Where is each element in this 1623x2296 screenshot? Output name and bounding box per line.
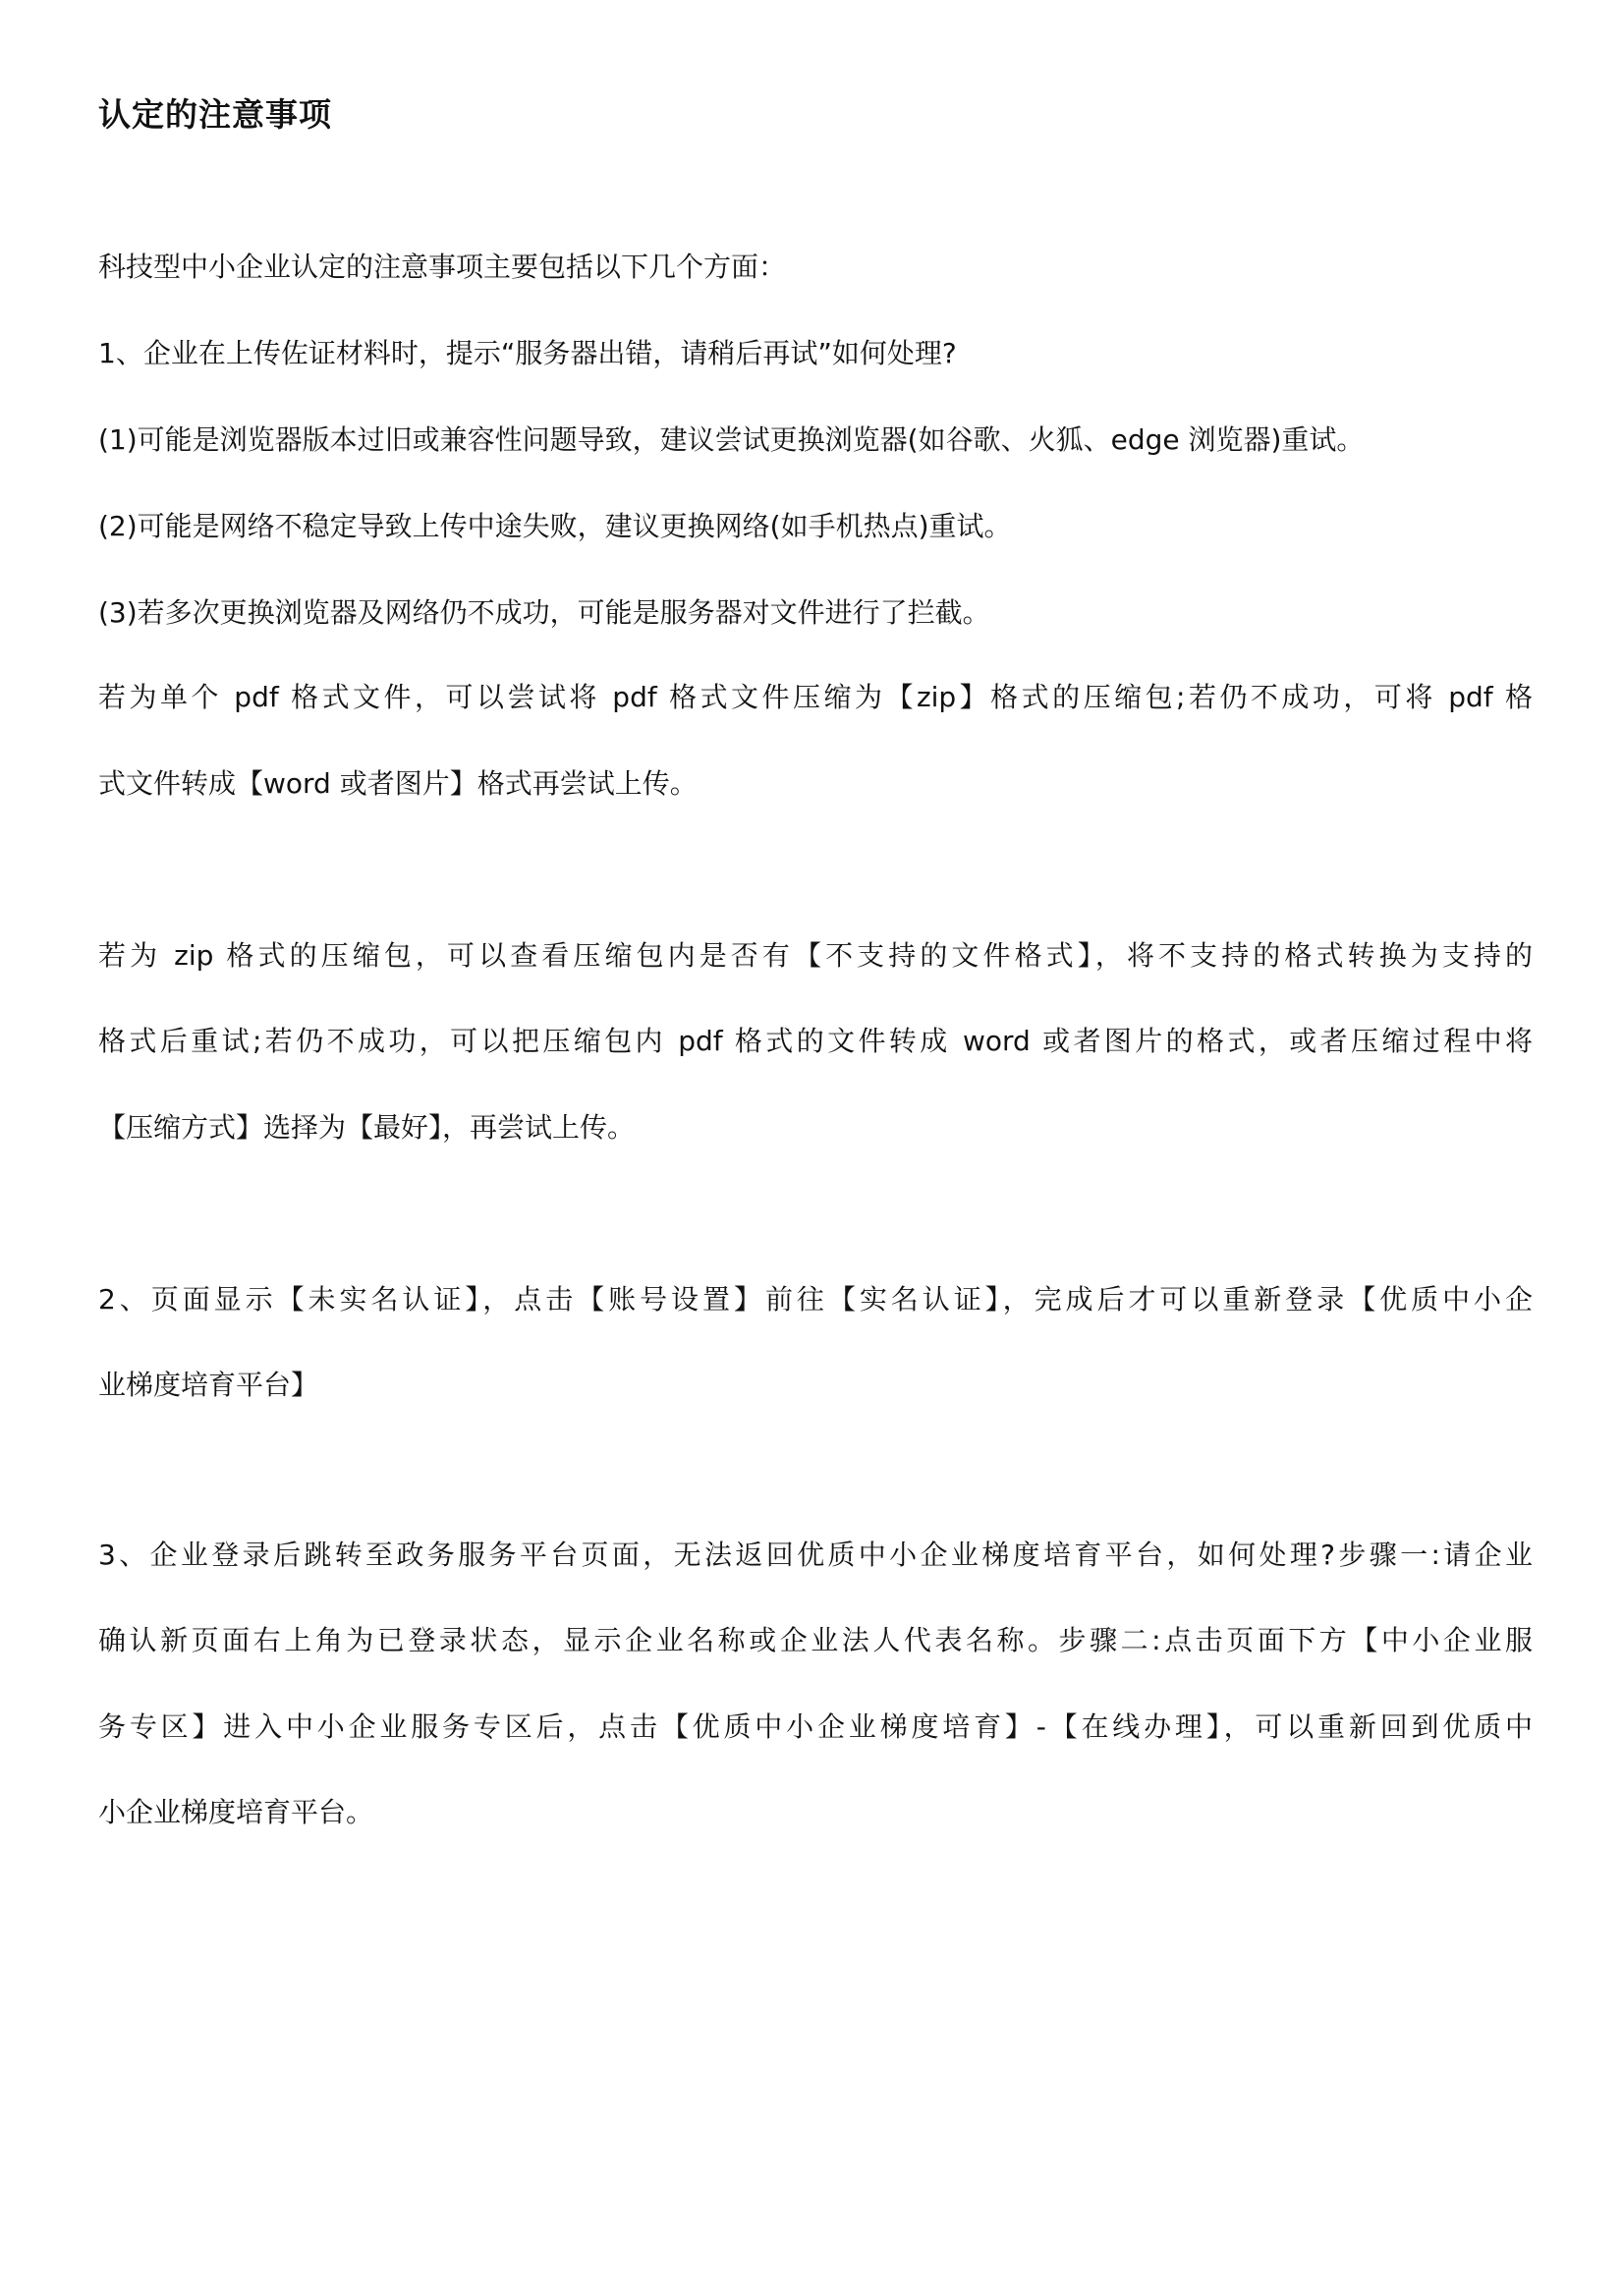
item2-line2: 业梯度培育平台】 — [98, 1369, 319, 1401]
item1-point3: (3)若多次更换浏览器及网络仍不成功，可能是服务器对文件进行了拦截。 — [98, 596, 990, 629]
item1-question: 1、企业在上传佐证材料时，提示“服务器出错，请稍后再试”如何处理? — [98, 337, 957, 369]
item3-line3: 务专区】进入中小企业服务专区后，点击【优质中小企业梯度培育】-【在线办理】，可以重新回到优质中 — [98, 1710, 1533, 1743]
item2-line1: 2、页面显示【未实名认证】，点击【账号设置】前往【实名认证】，完成后才可以重新登录【优质中小企 — [98, 1283, 1533, 1316]
item3-line1: 3、企业登录后跳转至政务服务平台页面，无法返回优质中小企业梯度培育平台，如何处理?步骤一:请企业 — [98, 1539, 1533, 1571]
item1-point2: (2)可能是网络不稳定导致上传中途失败，建议更换网络(如手机热点)重试。 — [98, 510, 1012, 542]
intro-text: 科技型中小企业认定的注意事项主要包括以下几个方面： — [98, 251, 787, 283]
item3-line4: 小企业梯度培育平台。 — [98, 1796, 374, 1828]
item1-zip-line3: 【压缩方式】选择为【最好】，再尝试上传。 — [98, 1111, 636, 1144]
item1-zip-line1: 若为 zip 格式的压缩包，可以查看压缩包内是否有【不支持的文件格式】，将不支持的格式转换为支持的 — [98, 939, 1533, 972]
item3-line2: 确认新页面右上角为已登录状态，显示企业名称或企业法人代表名称。步骤二:点击页面下方【中小企业服 — [98, 1624, 1533, 1656]
item1-pdf-line2: 式文件转成【word 或者图片】格式再尝试上传。 — [98, 767, 698, 800]
page-title: 认定的注意事项 — [98, 95, 332, 134]
item1-zip-line2: 格式后重试;若仍不成功，可以把压缩包内 pdf 格式的文件转成 word 或者图片的格式，或者压缩过程中将 — [98, 1025, 1533, 1057]
item1-pdf-line1: 若为单个 pdf 格式文件，可以尝试将 pdf 格式文件压缩为【zip】格式的压缩包;若仍不成功，可将 pdf 格 — [98, 681, 1533, 713]
item1-point1: (1)可能是浏览器版本过旧或兼容性问题导致，建议尝试更换浏览器(如谷歌、火狐、edge 浏览器)重试。 — [98, 423, 1365, 456]
